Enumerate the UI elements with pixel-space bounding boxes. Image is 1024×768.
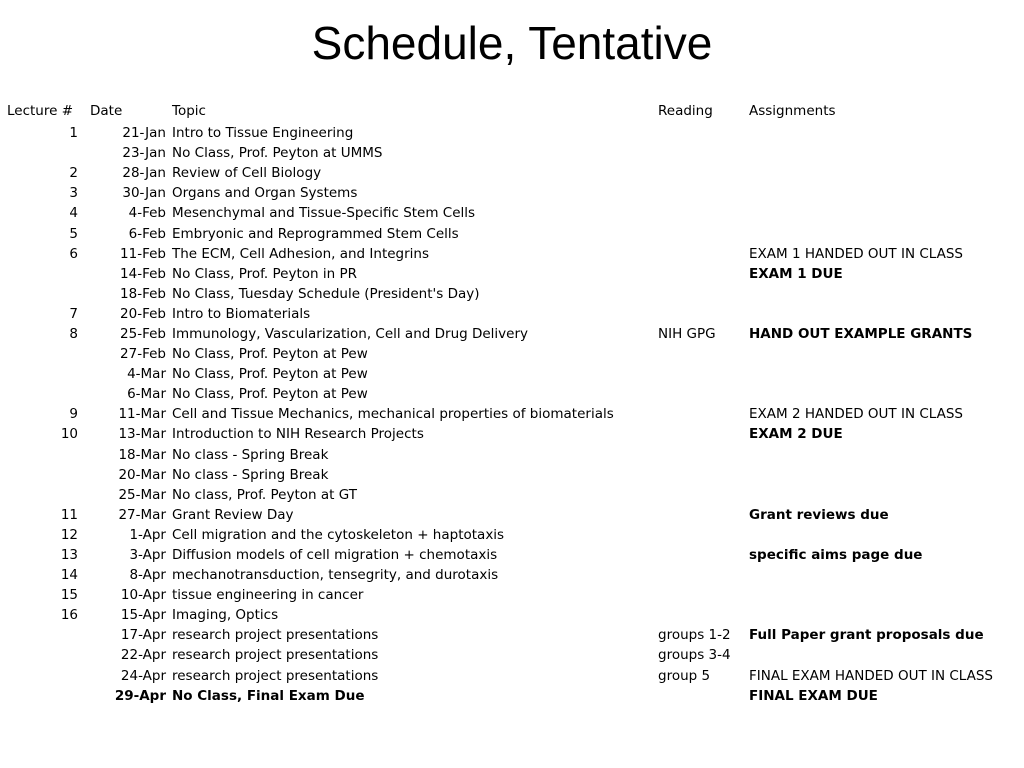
topic-cell: research project presentations xyxy=(172,627,379,644)
lecture-cell: 10 xyxy=(60,426,78,443)
lecture-cell: 5 xyxy=(69,225,78,242)
date-cell: 6-Mar xyxy=(127,386,166,403)
date-cell: 4-Feb xyxy=(128,205,166,222)
reading-cell xyxy=(658,183,749,203)
reading-cell xyxy=(658,445,749,465)
date-cell: 10-Apr xyxy=(120,587,166,604)
topic-cell: research project presentations xyxy=(172,667,379,684)
topic-cell: Immunology, Vascularization, Cell and Drug Delivery xyxy=(172,325,529,342)
assignment-cell xyxy=(749,485,1024,505)
schedule-table xyxy=(6,100,1024,706)
table-row xyxy=(6,384,1024,404)
topic-cell: No class - Spring Break xyxy=(172,466,329,483)
date-cell: 18-Feb xyxy=(120,285,166,302)
lecture-cell xyxy=(6,143,84,163)
lecture-cell xyxy=(6,344,84,364)
topic-cell: Grant Review Day xyxy=(172,506,294,523)
table-row xyxy=(6,244,1024,264)
topic-cell: No Class, Prof. Peyton at UMMS xyxy=(172,145,383,162)
date-cell: 6-Feb xyxy=(128,225,166,242)
assignment-cell: FINAL EXAM DUE xyxy=(749,687,878,704)
reading-cell xyxy=(658,485,749,505)
assignment-cell xyxy=(749,585,1024,605)
topic-cell: The ECM, Cell Adhesion, and Integrins xyxy=(172,245,430,262)
reading-cell xyxy=(658,424,749,444)
reading-cell xyxy=(658,143,749,163)
reading-cell xyxy=(658,123,749,143)
assignment-cell xyxy=(749,465,1024,485)
reading-cell xyxy=(658,545,749,565)
header-topic: Topic xyxy=(172,102,206,119)
table-row xyxy=(6,143,1024,163)
date-cell: 22-Apr xyxy=(120,647,166,664)
reading-cell xyxy=(658,163,749,183)
assignment-cell xyxy=(749,364,1024,384)
assignment-cell xyxy=(749,304,1024,324)
assignment-cell xyxy=(749,163,1024,183)
lecture-cell: 6 xyxy=(69,245,78,262)
reading-cell xyxy=(658,505,749,525)
lecture-cell: 8 xyxy=(69,325,78,342)
table-row xyxy=(6,585,1024,605)
topic-cell: mechanotransduction, tensegrity, and durotaxis xyxy=(172,567,499,584)
assignment-cell: EXAM 1 DUE xyxy=(749,265,843,282)
assignment-cell: Full Paper grant proposals due xyxy=(749,627,984,644)
assignment-cell: HAND OUT EXAMPLE GRANTS xyxy=(749,325,973,342)
date-cell: 23-Jan xyxy=(122,145,166,162)
assignment-cell xyxy=(749,284,1024,304)
assignment-cell xyxy=(749,143,1024,163)
lecture-cell: 12 xyxy=(60,526,78,543)
lecture-cell: 2 xyxy=(69,165,78,182)
table-row xyxy=(6,123,1024,143)
header-assignments: Assignments xyxy=(749,102,836,119)
reading-cell xyxy=(658,565,749,585)
date-cell: 25-Feb xyxy=(120,325,166,342)
assignment-cell xyxy=(749,605,1024,625)
assignment-cell: EXAM 2 HANDED OUT IN CLASS xyxy=(749,406,963,423)
reading-cell xyxy=(658,203,749,223)
lecture-cell: 14 xyxy=(60,567,78,584)
header-lecture: Lecture # xyxy=(7,102,74,119)
date-cell: 27-Mar xyxy=(118,506,166,523)
lecture-cell: 16 xyxy=(60,607,78,624)
topic-cell: No Class, Prof. Peyton at Pew xyxy=(172,346,368,363)
lecture-cell: 3 xyxy=(69,185,78,202)
reading-cell xyxy=(658,223,749,243)
topic-cell: Intro to Tissue Engineering xyxy=(172,125,354,142)
date-cell: 27-Feb xyxy=(120,346,166,363)
assignment-cell xyxy=(749,223,1024,243)
table-row xyxy=(6,304,1024,324)
table-row xyxy=(6,485,1024,505)
assignment-cell: Grant reviews due xyxy=(749,506,889,523)
table-row xyxy=(6,666,1024,686)
date-cell: 30-Jan xyxy=(122,185,166,202)
lecture-cell: 9 xyxy=(69,406,78,423)
date-cell: 3-Apr xyxy=(129,547,166,564)
table-row xyxy=(6,404,1024,424)
date-cell: 13-Mar xyxy=(118,426,166,443)
table-row xyxy=(6,344,1024,364)
topic-cell: No Class, Final Exam Due xyxy=(172,687,365,704)
reading-cell xyxy=(658,585,749,605)
topic-cell: Cell migration and the cytoskeleton + haptotaxis xyxy=(172,526,505,543)
date-cell: 21-Jan xyxy=(122,125,166,142)
topic-cell: No class, Prof. Peyton at GT xyxy=(172,486,357,503)
reading-cell xyxy=(658,686,749,706)
reading-cell xyxy=(658,605,749,625)
date-cell: 24-Apr xyxy=(120,667,166,684)
date-cell: 17-Apr xyxy=(120,627,166,644)
table-row xyxy=(6,545,1024,565)
topic-cell: No Class, Tuesday Schedule (President's Day) xyxy=(172,285,480,302)
topic-cell: Review of Cell Biology xyxy=(172,165,322,182)
topic-cell: Intro to Biomaterials xyxy=(172,305,311,322)
date-cell: 8-Apr xyxy=(129,567,166,584)
date-cell: 20-Mar xyxy=(118,466,166,483)
table-row xyxy=(6,645,1024,665)
topic-cell: Embryonic and Reprogrammed Stem Cells xyxy=(172,225,459,242)
date-cell: 29-Apr xyxy=(114,687,166,704)
date-cell: 18-Mar xyxy=(118,446,166,463)
reading-cell: NIH GPG xyxy=(658,325,716,342)
lecture-cell xyxy=(6,384,84,404)
assignment-cell: EXAM 1 HANDED OUT IN CLASS xyxy=(749,245,963,262)
date-cell: 15-Apr xyxy=(120,607,166,624)
reading-cell: group 5 xyxy=(658,667,711,684)
topic-cell: Mesenchymal and Tissue-Specific Stem Cells xyxy=(172,205,476,222)
reading-cell xyxy=(658,404,749,424)
lecture-cell xyxy=(6,686,84,706)
assignment-cell xyxy=(749,445,1024,465)
lecture-cell xyxy=(6,645,84,665)
date-cell: 11-Mar xyxy=(118,406,166,423)
table-row xyxy=(6,424,1024,444)
assignment-cell xyxy=(749,384,1024,404)
topic-cell: Organs and Organ Systems xyxy=(172,185,358,202)
table-row xyxy=(6,223,1024,243)
reading-cell xyxy=(658,364,749,384)
topic-cell: Diffusion models of cell migration + chemotaxis xyxy=(172,547,498,564)
table-row xyxy=(6,284,1024,304)
lecture-cell xyxy=(6,666,84,686)
table-row xyxy=(6,203,1024,223)
date-cell: 20-Feb xyxy=(120,305,166,322)
schedule-body xyxy=(6,123,1024,706)
table-row xyxy=(6,565,1024,585)
lecture-cell xyxy=(6,445,84,465)
date-cell: 14-Feb xyxy=(120,265,166,282)
table-row xyxy=(6,324,1024,344)
assignment-cell: EXAM 2 DUE xyxy=(749,426,843,443)
topic-cell: Cell and Tissue Mechanics, mechanical properties of biomaterials xyxy=(172,406,614,423)
reading-cell xyxy=(658,304,749,324)
reading-cell xyxy=(658,344,749,364)
assignment-cell xyxy=(749,183,1024,203)
topic-cell: No class - Spring Break xyxy=(172,446,329,463)
lecture-cell xyxy=(6,625,84,645)
topic-cell: No Class, Prof. Peyton in PR xyxy=(172,265,357,282)
reading-cell xyxy=(658,264,749,284)
schedule-header xyxy=(6,100,1024,123)
reading-cell xyxy=(658,525,749,545)
reading-cell xyxy=(658,284,749,304)
table-row xyxy=(6,686,1024,706)
lecture-cell: 7 xyxy=(69,305,78,322)
table-row xyxy=(6,525,1024,545)
header-reading: Reading xyxy=(658,102,713,119)
reading-cell: groups 1-2 xyxy=(658,627,731,644)
assignment-cell xyxy=(749,203,1024,223)
table-row xyxy=(6,445,1024,465)
lecture-cell: 11 xyxy=(60,506,78,523)
header-row xyxy=(6,100,1024,123)
topic-cell: Imaging, Optics xyxy=(172,607,279,624)
lecture-cell: 1 xyxy=(69,125,78,142)
lecture-cell xyxy=(6,264,84,284)
assignment-cell xyxy=(749,565,1024,585)
assignment-cell xyxy=(749,525,1024,545)
lecture-cell xyxy=(6,284,84,304)
date-cell: 4-Mar xyxy=(127,366,166,383)
topic-cell: research project presentations xyxy=(172,647,379,664)
lecture-cell: 13 xyxy=(60,547,78,564)
table-row xyxy=(6,505,1024,525)
topic-cell: Introduction to NIH Research Projects xyxy=(172,426,424,443)
assignment-cell xyxy=(749,344,1024,364)
table-row xyxy=(6,163,1024,183)
assignment-cell xyxy=(749,645,1024,665)
table-row xyxy=(6,364,1024,384)
date-cell: 25-Mar xyxy=(118,486,166,503)
lecture-cell: 4 xyxy=(69,205,78,222)
reading-cell xyxy=(658,465,749,485)
table-row xyxy=(6,183,1024,203)
date-cell: 1-Apr xyxy=(129,526,166,543)
reading-cell xyxy=(658,384,749,404)
table-row xyxy=(6,465,1024,485)
page-title: Schedule, Tentative xyxy=(311,17,713,69)
lecture-cell xyxy=(6,485,84,505)
topic-cell: No Class, Prof. Peyton at Pew xyxy=(172,366,368,383)
assignment-cell xyxy=(749,123,1024,143)
assignment-cell: specific aims page due xyxy=(749,547,923,564)
topic-cell: tissue engineering in cancer xyxy=(172,587,364,604)
lecture-cell xyxy=(6,465,84,485)
header-date: Date xyxy=(90,102,123,119)
date-cell: 11-Feb xyxy=(120,245,166,262)
date-cell: 28-Jan xyxy=(122,165,166,182)
assignment-cell: FINAL EXAM HANDED OUT IN CLASS xyxy=(749,667,993,684)
table-row xyxy=(6,625,1024,645)
reading-cell xyxy=(658,244,749,264)
table-row xyxy=(6,605,1024,625)
reading-cell: groups 3-4 xyxy=(658,647,731,664)
lecture-cell xyxy=(6,364,84,384)
lecture-cell: 15 xyxy=(60,587,78,604)
topic-cell: No Class, Prof. Peyton at Pew xyxy=(172,386,368,403)
table-row xyxy=(6,264,1024,284)
